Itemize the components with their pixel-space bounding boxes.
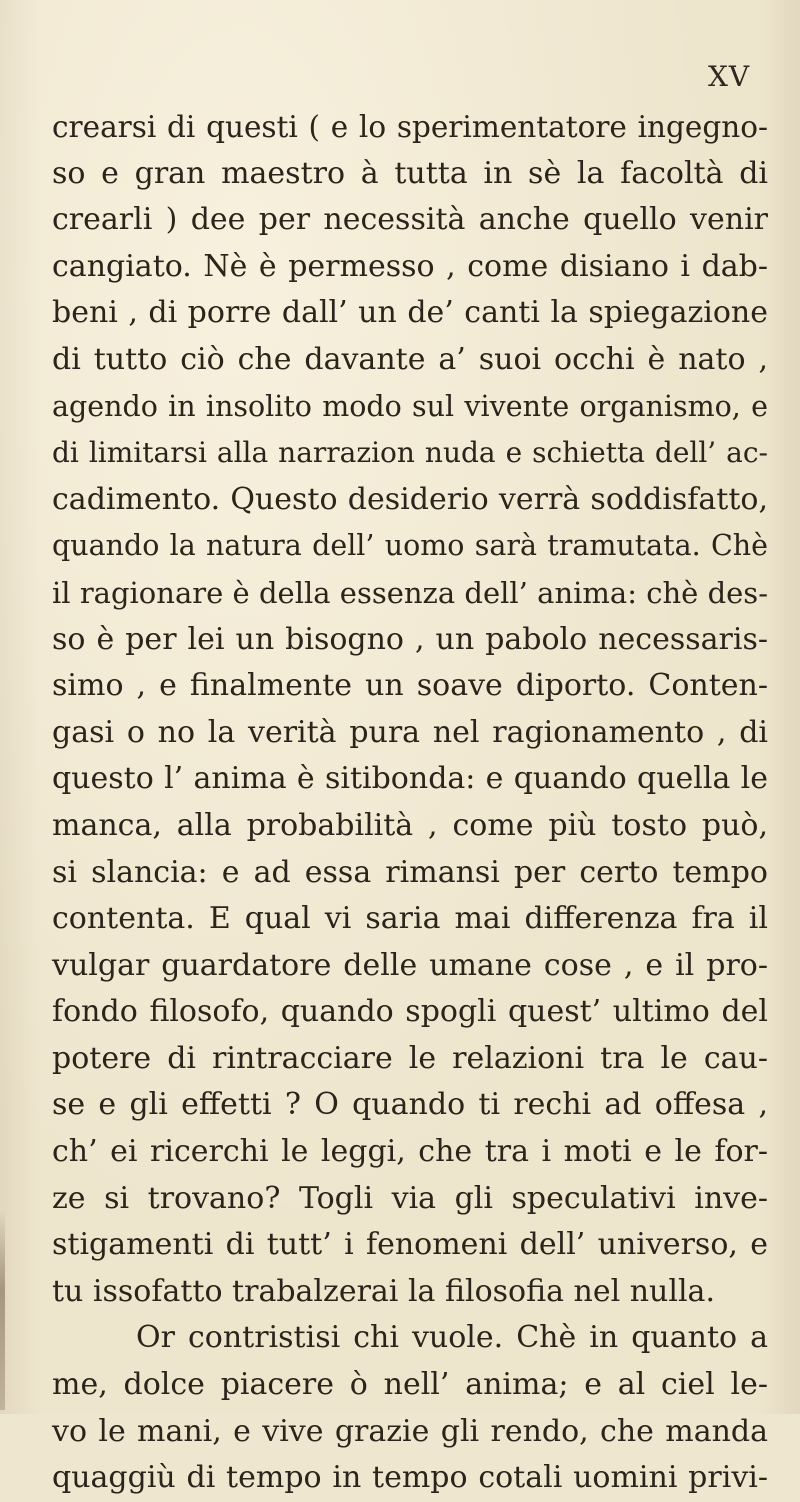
text-line: quando la natura dell’ uomo sarà tramutata. Chè [52, 529, 768, 563]
page-number: XV [708, 60, 751, 93]
text-line: di limitarsi alla narrazion nuda e schietta dell’ ac- [52, 436, 768, 470]
body-text [52, 104, 768, 1502]
text-line: Or contristisi chi vuole. Chè in quanto a [136, 1320, 768, 1356]
text-line: se e gli effetti ? O quando ti rechi ad offesa , [52, 1087, 768, 1123]
text-line: vo le mani, e vive grazie gli rendo, che manda [52, 1413, 768, 1449]
text-line: si slancia: e ad essa rimansi per certo tempo [52, 854, 768, 890]
text-line: simo , e finalmente un soave diporto. Conten- [52, 668, 768, 704]
text-line: stigamenti di tutt’ i fenomeni dell’ universo, e [52, 1227, 768, 1263]
text-line: crearli ) dee per necessità anche quello venir [52, 202, 768, 238]
text-line: so è per lei un bisogno , un pabolo necessaris- [52, 621, 768, 657]
text-line: manca, alla probabilità , come più tosto può, [52, 807, 768, 843]
text-line: il ragionare è della essenza dell’ anima: chè des- [52, 575, 768, 610]
text-line: crearsi di questi ( e lo sperimentatore ingegno- [52, 110, 768, 144]
page-edge-shadow [0, 1210, 5, 1410]
text-line: agendo in insolito modo sul vivente organismo, e [52, 389, 768, 423]
text-line: di tutto ciò che davante a’ suoi occhi è nato , [52, 341, 768, 377]
text-line: questo l’ anima è sitibonda: e quando quella le [52, 761, 768, 797]
text-line: me, dolce piacere ò nell’ anima; e al ciel le- [52, 1367, 768, 1403]
text-line: tu issofatto trabalzerai la filosofia nel nulla. [52, 1273, 715, 1309]
text-line: cangiato. Nè è permesso , come disiano i dab- [52, 248, 768, 284]
text-line: so e gran maestro à tutta in sè la facoltà di [52, 155, 768, 191]
text-line: quaggiù di tempo in tempo cotali uomini privi- [52, 1460, 768, 1496]
text-line: ze si trovano? Togli via gli speculativi inve- [52, 1180, 768, 1216]
text-line: vulgar guardatore delle umane cose , e il pro- [52, 947, 768, 983]
text-line: potere di rintracciare le relazioni tra le cau- [52, 1040, 768, 1076]
text-line: gasi o no la verità pura nel ragionamento , di [52, 714, 768, 750]
text-line: fondo filosofo, quando spogli quest’ ultimo del [52, 994, 768, 1030]
text-line: beni , di porre dall’ un de’ canti la spiegazione [52, 295, 768, 331]
text-line: ch’ ei ricerchi le leggi, che tra i moti e le for- [52, 1134, 768, 1170]
text-line: cadimento. Questo desiderio verrà soddisfatto, [52, 481, 768, 517]
text-line: contenta. E qual vi saria mai differenza fra il [52, 901, 768, 937]
